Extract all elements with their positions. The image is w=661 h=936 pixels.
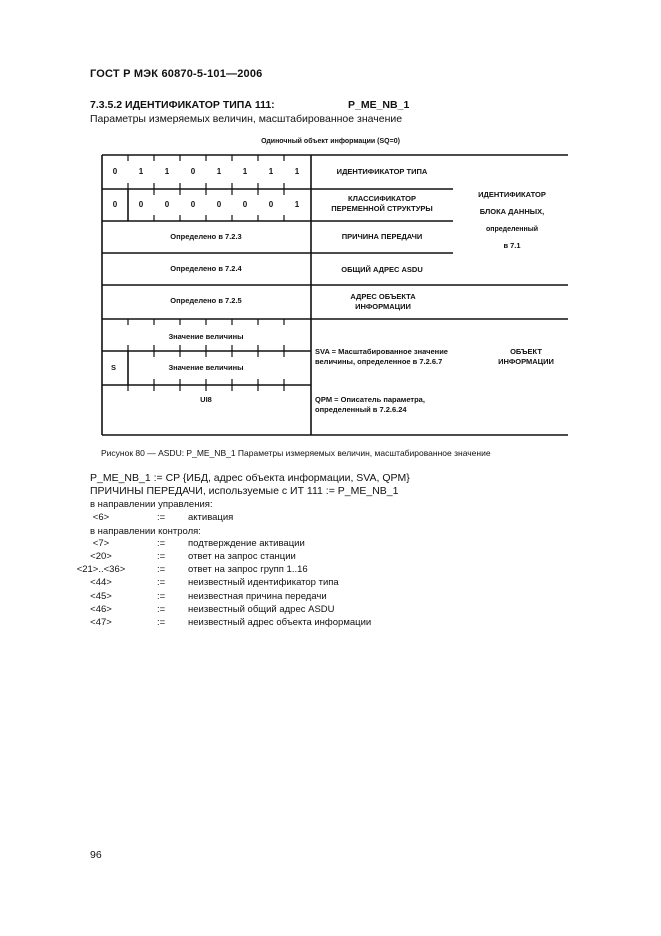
bit: 1	[138, 167, 144, 176]
cot-code: <20>	[90, 551, 112, 562]
cot-operator: :=	[157, 577, 166, 588]
ioa-definition: Определено в 7.2.5	[170, 296, 242, 305]
ioa-label: АДРЕС ОБЪЕКТА ИНФОРМАЦИИ	[350, 292, 416, 311]
cot-operator: :=	[157, 538, 166, 549]
bit: 1	[216, 167, 222, 176]
cot-code: <21>..<36>	[76, 564, 126, 575]
sva-description: SVA = Масштабированное значение величины, определенное в 7.2.6.7	[315, 347, 448, 366]
data-unit-id-line4: в 7.1	[503, 241, 521, 250]
data-unit-id-line2: БЛОКА ДАННЫХ,	[479, 207, 545, 216]
bit: 0	[242, 200, 248, 209]
page-number: 96	[90, 849, 102, 861]
type-definition-line: P_ME_NB_1 := CP {ИБД, адрес объекта информации, SVA, QPM}	[90, 472, 410, 484]
cause-of-transmission: ПРИЧИНА ПЕРЕДАЧИ	[341, 232, 423, 241]
cot-code: <47>	[90, 617, 112, 628]
cot-code: <6>	[92, 512, 110, 523]
cot-operator: :=	[157, 551, 166, 562]
cot-description: активация	[188, 512, 234, 523]
cot-definition: Определено в 7.2.3	[170, 232, 242, 241]
section-title: 7.3.5.2 ИДЕНТИФИКАТОР ТИПА 111:	[90, 99, 275, 111]
cot-code: <44>	[90, 577, 112, 588]
ui8-field: UI8	[200, 395, 212, 404]
bit: 1	[242, 167, 248, 176]
monitor-direction-label: в направлении контроля:	[90, 526, 201, 537]
cot-description: подтверждение активации	[188, 538, 305, 549]
variable-structure: КЛАССИФИКАТОР ПЕРЕМЕННОЙ СТРУКТУРЫ	[331, 194, 433, 213]
document-header: ГОСТ Р МЭК 60870-5-101—2006	[90, 68, 263, 80]
bit: 0	[164, 200, 170, 209]
cot-description: ответ на запрос групп 1..16	[188, 564, 308, 575]
cot-description: неизвестная причина передачи	[188, 591, 327, 602]
information-object-line1: ОБЪЕКТ	[510, 347, 542, 356]
cot-operator: :=	[157, 617, 166, 628]
bit: 1	[164, 167, 170, 176]
data-unit-id-line1: ИДЕНТИФИКАТОР	[478, 190, 546, 199]
asdu-figure	[101, 154, 568, 437]
bit: 0	[138, 200, 144, 209]
cot-description: неизвестный адрес объекта информации	[188, 617, 372, 628]
qpm-description: QPM = Описатель параметра, определенный в 7.2.6.24	[315, 395, 425, 414]
section-type-name: P_ME_NB_1	[348, 99, 410, 111]
ca-definition: Определено в 7.2.4	[170, 264, 242, 273]
cot-operator: :=	[157, 512, 166, 523]
cot-operator: :=	[157, 591, 166, 602]
value-low-octet: Значение величины	[168, 363, 244, 372]
bit: 0	[216, 200, 222, 209]
cot-operator: :=	[157, 604, 166, 615]
information-object-line2: ИНФОРМАЦИИ	[498, 357, 554, 366]
bit: 0	[268, 200, 274, 209]
cot-used-line: ПРИЧИНЫ ПЕРЕДАЧИ, используемые с ИТ 111 := P_ME_NB_1	[90, 485, 399, 497]
type-identifier: ИДЕНТИФИКАТОР ТИПА	[336, 167, 428, 176]
data-unit-id-line3: определенный	[486, 226, 538, 233]
control-direction-label: в направлении управления:	[90, 499, 213, 510]
bit: 0	[190, 200, 196, 209]
bit: 1	[294, 167, 300, 176]
bit: 0	[112, 200, 118, 209]
cot-code: <45>	[90, 591, 112, 602]
cot-description: неизвестный общий адрес ASDU	[188, 604, 335, 615]
sign-bit: S	[111, 363, 117, 372]
value-high-octet: Значение величины	[168, 332, 244, 341]
cot-operator: :=	[157, 564, 166, 575]
bit: 0	[112, 167, 118, 176]
cot-description: ответ на запрос станции	[188, 551, 296, 562]
bit: 0	[190, 167, 196, 176]
common-address: ОБЩИЙ АДРЕС ASDU	[341, 265, 423, 274]
cot-code: <46>	[90, 604, 112, 615]
cot-code: <7>	[92, 538, 110, 549]
cot-description: неизвестный идентификатор типа	[188, 577, 339, 588]
figure-caption: Рисунок 80 — ASDU: P_ME_NB_1 Параметры измеряемых величин, масштабированное значение	[101, 448, 491, 458]
bit: 1	[268, 167, 274, 176]
section-subtitle: Параметры измеряемых величин, масштабированное значение	[90, 113, 403, 125]
figure-top-caption: Одиночный объект информации (SQ=0)	[261, 138, 400, 145]
bit: 1	[294, 200, 300, 209]
